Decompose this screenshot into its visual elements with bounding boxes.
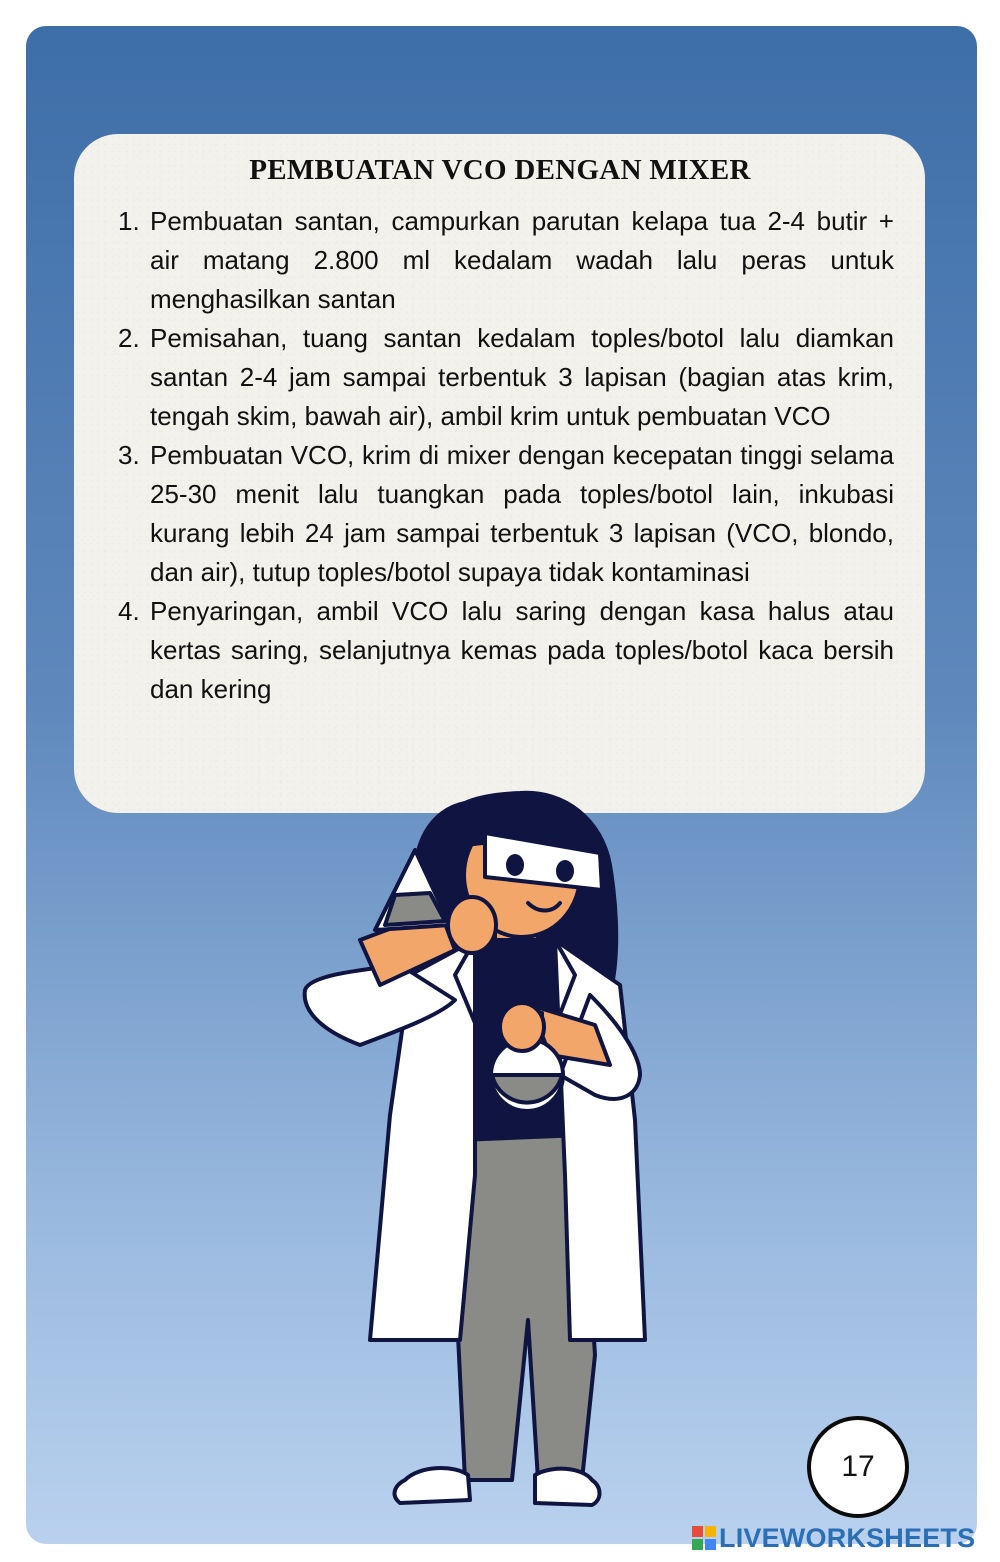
step-text: Pembuatan santan, campurkan parutan kelapa tua 2-4 butir + air matang 2.800 ml kedalam wadah lalu peras untuk menghasilkan santan [150,206,894,314]
step-number: 3. [118,440,140,470]
steps-list [118,202,894,709]
scientist-illustration [290,775,670,1525]
brand-name: LIVEWORKSHEETS [719,1522,976,1553]
page-number: 17 [841,1450,875,1483]
list-item [118,319,894,436]
step-text: Penyaringan, ambil VCO lalu saring dengan kasa halus atau kertas saring, selanjutnya kemas pada toples/botol kaca bersih dan kering [150,596,894,704]
page-number-badge [807,1416,909,1518]
page-title: PEMBUATAN VCO DENGAN MIXER [249,154,751,186]
scientist-with-flasks-icon [290,775,670,1520]
step-number: 1. [118,206,140,236]
step-text: Pembuatan VCO, krim di mixer dengan kecepatan tinggi selama 25-30 menit lalu tuangkan pada toples/botol lain, inkubasi kurang lebih 24 jam sampai terbentuk 3 lapisan (VCO, blondo, dan air), tutup toples/botol supaya tidak kontaminasi [150,440,894,587]
list-item [118,592,894,709]
brand-watermark [692,1522,975,1554]
step-number: 2. [118,323,140,353]
liveworksheets-logo-icon [692,1526,716,1550]
list-item [118,436,894,592]
step-number: 4. [118,596,140,626]
step-text: Pemisahan, tuang santan kedalam toples/botol lalu diamkan santan 2-4 jam sampai terbentuk 3 lapisan (bagian atas krim, tengah skim, bawah air), ambil krim untuk pembuatan VCO [150,323,894,431]
list-item [118,202,894,319]
